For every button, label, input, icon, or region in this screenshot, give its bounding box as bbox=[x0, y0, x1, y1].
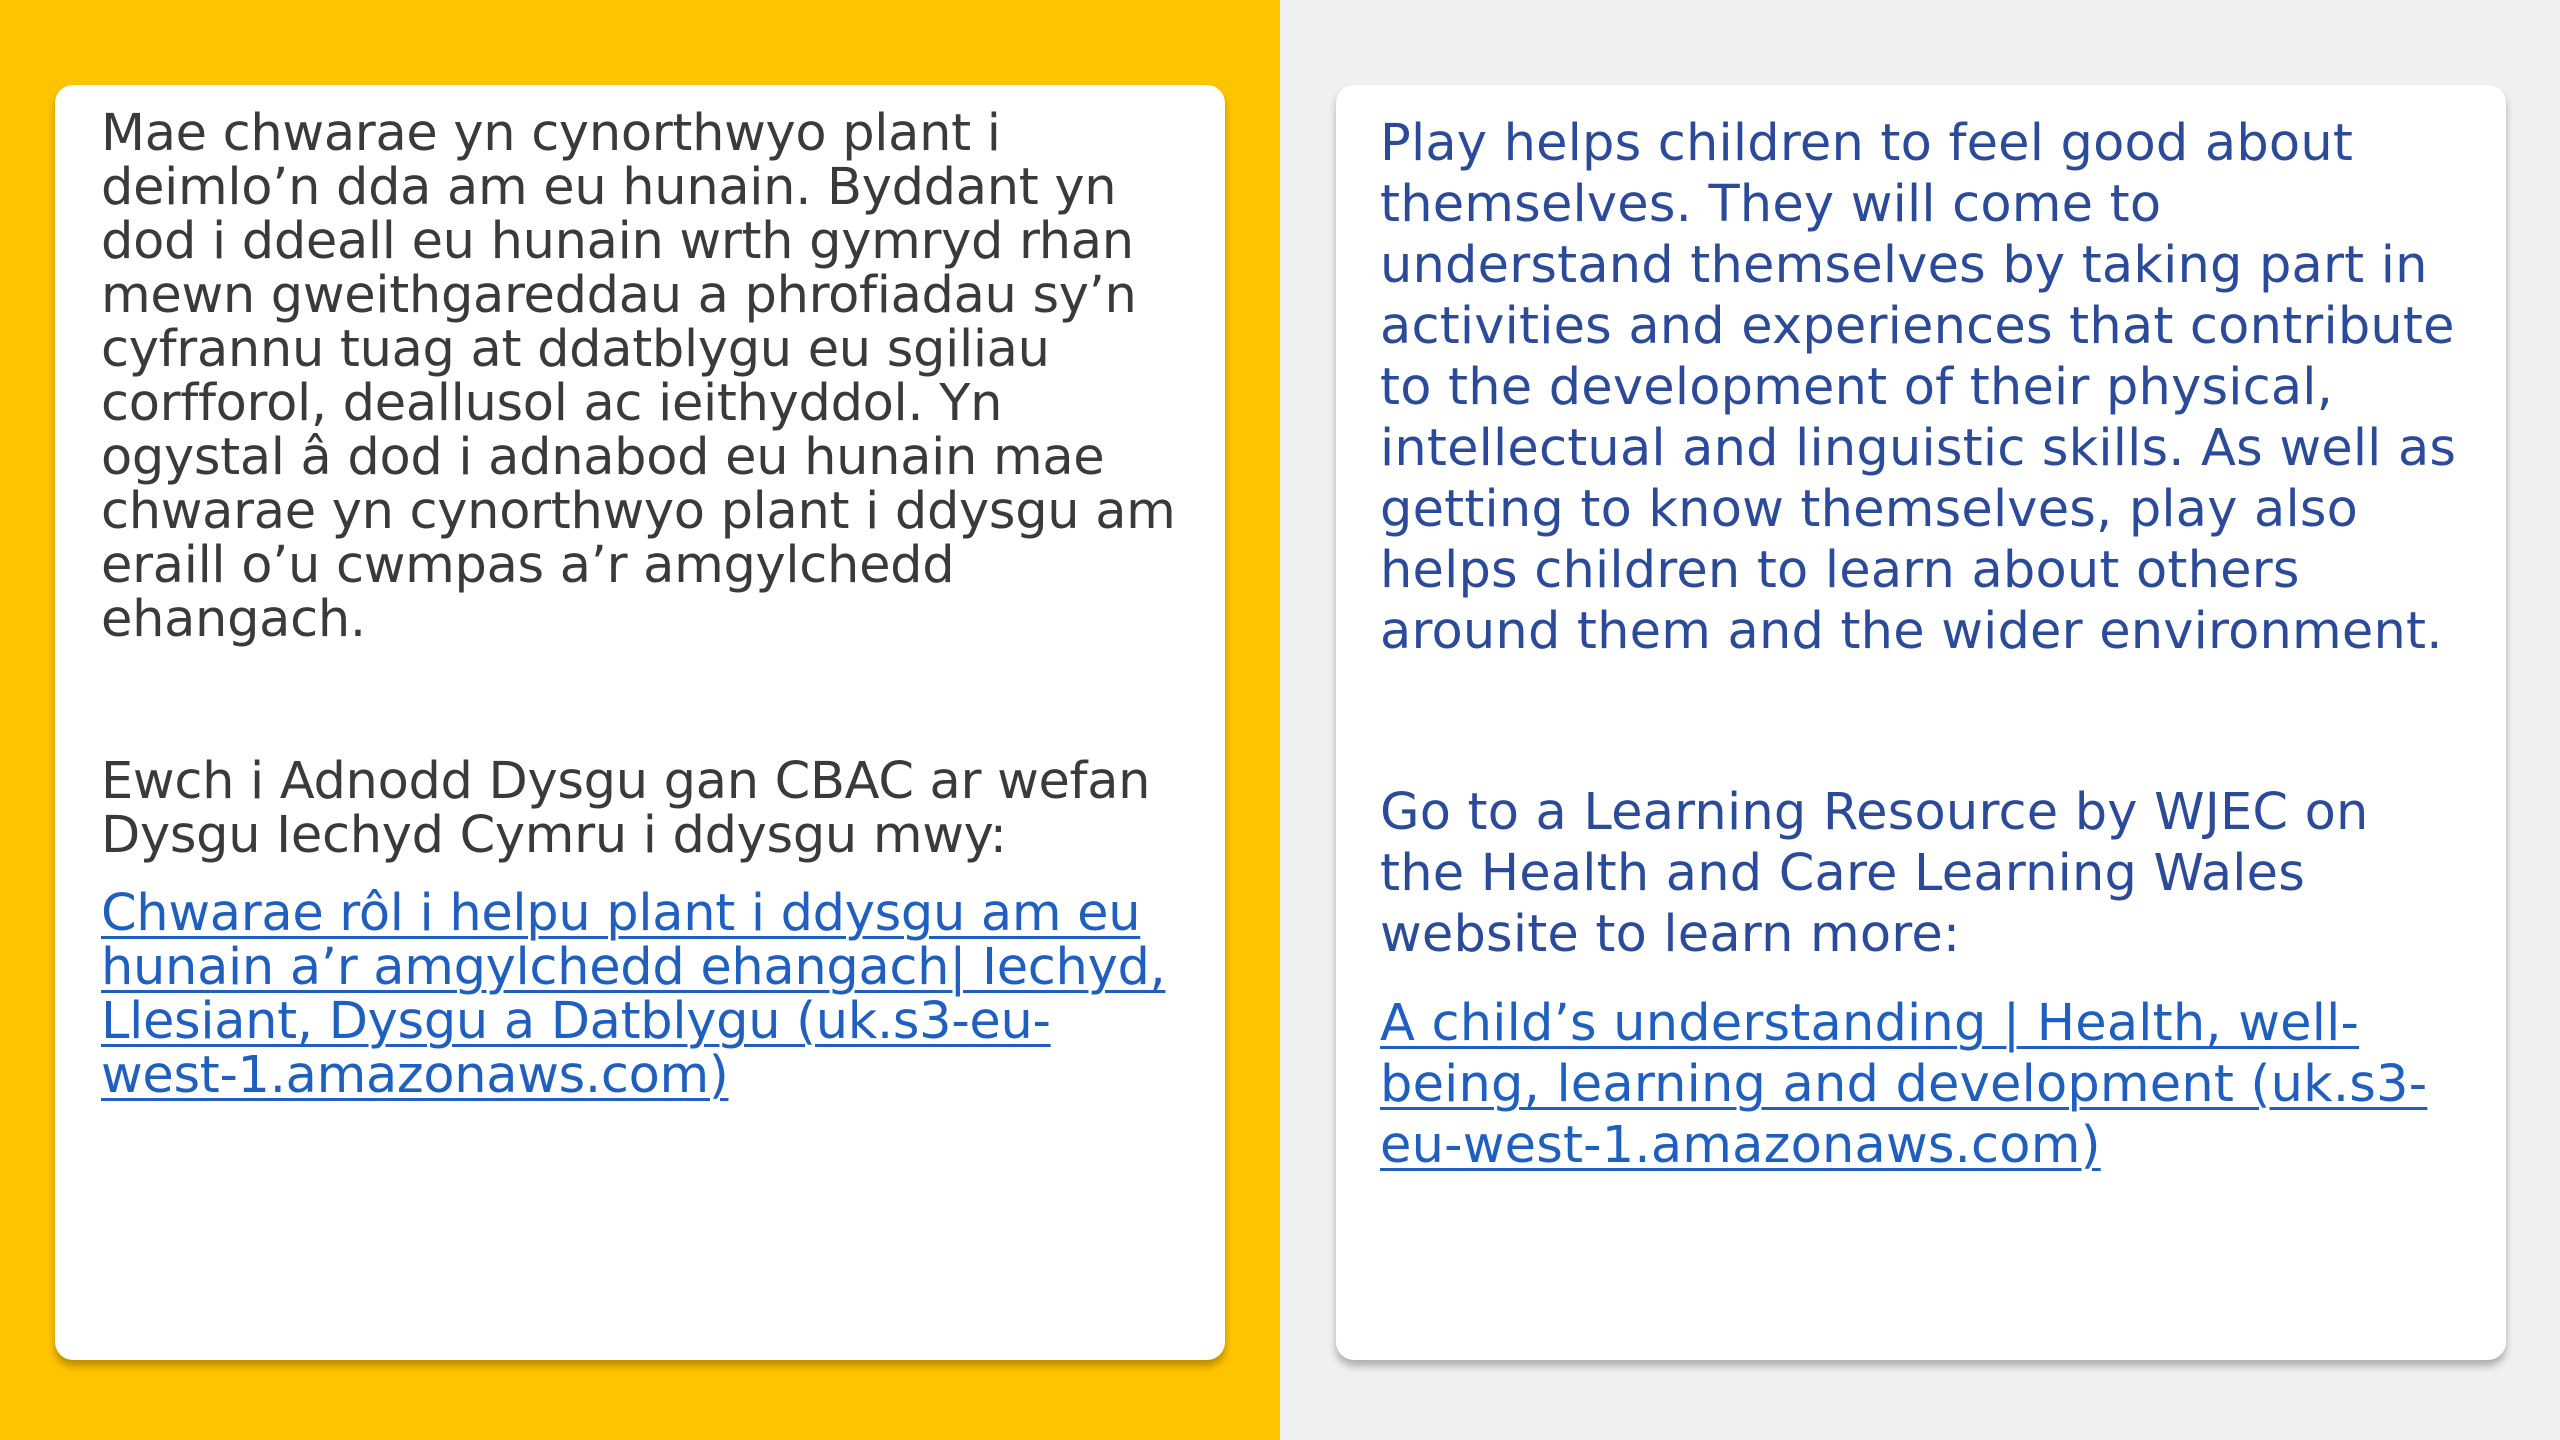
english-paragraph-2: Go to a Learning Resource by WJEC on the Health and Care Learning Wales website to learn more: bbox=[1380, 783, 2369, 964]
english-card bbox=[1336, 85, 2506, 1360]
english-link-wrapper bbox=[1380, 993, 2466, 1176]
welsh-paragraph-2: Ewch i Adnodd Dysgu gan CBAC ar wefan Dysgu Iechyd Cymru i ddysgu mwy: bbox=[101, 752, 1151, 865]
welsh-paragraph-1: Mae chwarae yn cynorthwyo plant i deimlo’n dda am eu hunain. Byddant yn dod i ddeall eu hunain wrth gymryd rhan mewn gweithgareddau a phrofiadau sy’n cyfrannu tuag at ddatblygu eu sgiliau corfforol, deallusol ac ieithyddol. Yn ogystal â dod i adnabod eu hunain mae chwarae yn cynorthwyo plant i ddysgu am eraill o’u cwmpas a’r amgylchedd ehangach. bbox=[101, 104, 1176, 649]
welsh-resource-link[interactable]: Chwarae rôl i helpu plant i ddysgu am eu hunain a’r amgylchedd ehangach| Iechyd, Llesiant, Dysgu a Datblygu (uk.s3-eu-west-1.amazonaws.com) bbox=[101, 884, 1166, 1105]
english-resource-link[interactable]: A child’s understanding | Health, well-being, learning and development (uk.s3-eu-west-1.amazonaws.com) bbox=[1380, 994, 2428, 1175]
welsh-card bbox=[55, 85, 1225, 1360]
welsh-link-wrapper bbox=[101, 884, 1185, 1105]
english-paragraph-1: Play helps children to feel good about themselves. They will come to understand themselves by taking part in activities and experiences that contribute to the development of their physical, intellectual and linguistic skills. As well as getting to know themselves, play also helps children to learn about others around them and the wider environment. bbox=[1380, 114, 2457, 661]
